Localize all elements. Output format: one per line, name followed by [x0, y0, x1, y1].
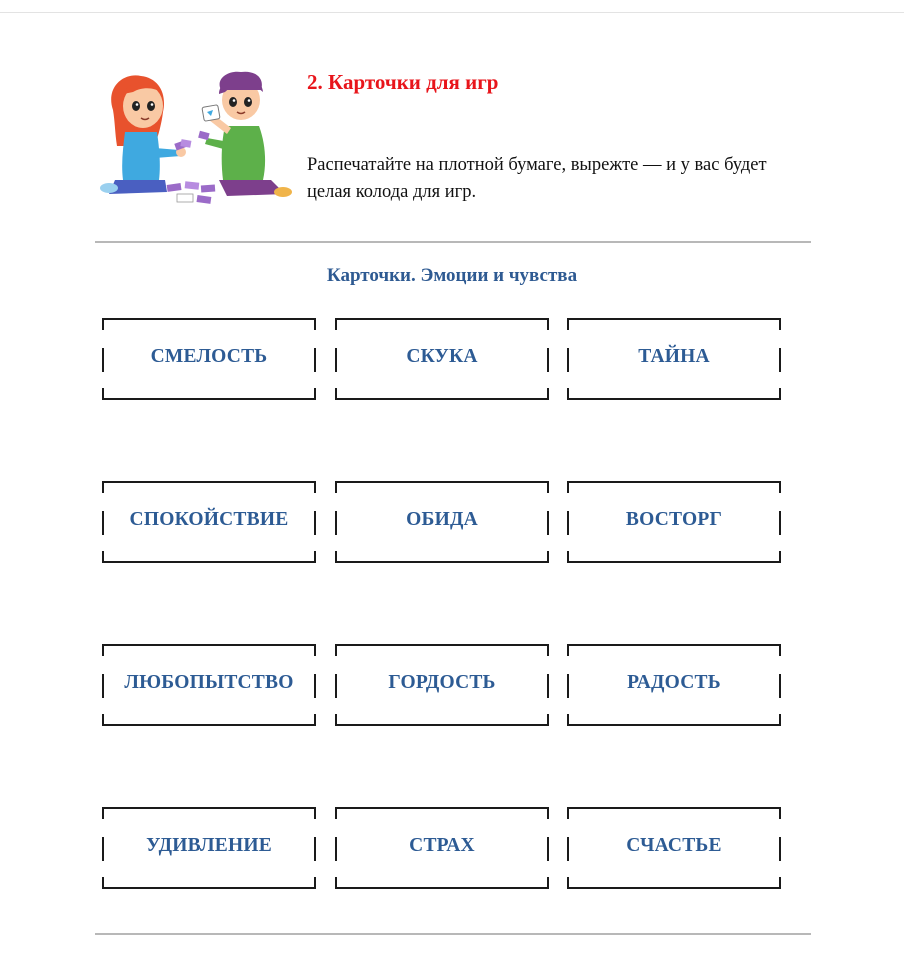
card-cut-line: [567, 398, 781, 400]
card-cut-line: [102, 551, 104, 563]
card-label: СПОКОЙСТВИЕ: [129, 509, 289, 530]
card-label: ЛЮБОПЫТСТВО: [124, 672, 294, 693]
card-label: УДИВЛЕНИЕ: [146, 835, 272, 856]
card-cut-line: [335, 807, 549, 809]
card-cut-line: [102, 318, 316, 320]
card-cut-line: [779, 807, 781, 819]
card-cut-line: [779, 714, 781, 726]
card-cut-line: [335, 348, 337, 372]
card-cut-line: [547, 481, 549, 493]
card-cut-line: [335, 318, 337, 330]
card-cut-line: [547, 348, 549, 372]
card: [102, 807, 316, 889]
card-cut-line: [567, 481, 569, 493]
card-cut-line: [335, 644, 337, 656]
card-cut-line: [779, 551, 781, 563]
divider-top: [95, 241, 811, 243]
card-label: ВОСТОРГ: [625, 509, 723, 530]
card: [567, 318, 781, 400]
card-cut-line: [314, 807, 316, 819]
card-label: РАДОСТЬ: [627, 672, 721, 693]
card-cut-line: [314, 714, 316, 726]
card-cut-line: [102, 837, 104, 861]
card-cut-line: [567, 511, 569, 535]
divider-bottom: [95, 933, 811, 935]
card-cut-line: [547, 807, 549, 819]
card-cut-line: [102, 644, 104, 656]
card-cut-line: [102, 561, 316, 563]
card-cut-line: [547, 837, 549, 861]
card-cut-line: [567, 481, 781, 483]
card-cut-line: [335, 398, 549, 400]
intro-text: Распечатайте на плотной бумаге, вырежте — и у вас будет целая колода для игр.: [307, 155, 767, 202]
card-label: СЧАСТЬЕ: [626, 835, 722, 856]
card-label: ГОРДОСТЬ: [388, 672, 496, 693]
card-cut-line: [567, 887, 781, 889]
card: [102, 481, 316, 563]
card: [567, 644, 781, 726]
card-cut-line: [567, 318, 569, 330]
card-cut-line: [335, 481, 549, 483]
card-cut-line: [567, 644, 781, 646]
top-divider: [0, 12, 904, 13]
card-cut-line: [547, 511, 549, 535]
card-cut-line: [779, 511, 781, 535]
card-cut-line: [779, 837, 781, 861]
card-cut-line: [102, 807, 104, 819]
card-cut-line: [779, 388, 781, 400]
card-cut-line: [547, 551, 549, 563]
card-cut-line: [567, 877, 569, 889]
card-cut-line: [335, 551, 337, 563]
card-cut-line: [314, 511, 316, 535]
card-cut-line: [102, 511, 104, 535]
card-cut-line: [314, 674, 316, 698]
card-label: ОБИДА: [406, 509, 478, 530]
card-cut-line: [567, 388, 569, 400]
card-cut-line: [335, 674, 337, 698]
card-cut-line: [335, 807, 337, 819]
card-cut-line: [102, 714, 104, 726]
cards-title: Карточки. Эмоции и чувства: [326, 265, 578, 286]
card-cut-line: [314, 348, 316, 372]
card-cut-line: [335, 724, 549, 726]
card-cut-line: [102, 398, 316, 400]
card: [567, 481, 781, 563]
card: [102, 644, 316, 726]
card-cut-line: [779, 877, 781, 889]
card-cut-line: [567, 348, 569, 372]
card-cut-line: [567, 561, 781, 563]
card: [335, 318, 549, 400]
card-label: СКУКА: [406, 346, 478, 367]
card-cut-line: [314, 481, 316, 493]
card-cut-line: [102, 481, 316, 483]
card-cut-line: [547, 644, 549, 656]
card-cut-line: [102, 674, 104, 698]
card-cut-line: [335, 887, 549, 889]
card: [335, 481, 549, 563]
card-cut-line: [102, 877, 104, 889]
card-cut-line: [335, 877, 337, 889]
card-cut-line: [335, 388, 337, 400]
card-cut-line: [335, 714, 337, 726]
card-cut-line: [102, 481, 104, 493]
card-label: СТРАХ: [409, 835, 475, 856]
card-cut-line: [314, 551, 316, 563]
card-cut-line: [314, 388, 316, 400]
card-cut-line: [102, 887, 316, 889]
card-cut-line: [547, 318, 549, 330]
section-title: 2. Карточки для игр: [307, 70, 499, 94]
card-cut-line: [567, 724, 781, 726]
card-cut-line: [567, 714, 569, 726]
card-cut-line: [779, 674, 781, 698]
card-cut-line: [314, 877, 316, 889]
card-cut-line: [102, 318, 104, 330]
card-cut-line: [567, 837, 569, 861]
card-cut-line: [547, 388, 549, 400]
card-cut-line: [547, 877, 549, 889]
card-cut-line: [102, 388, 104, 400]
card-cut-line: [335, 511, 337, 535]
card: [102, 318, 316, 400]
card-cut-line: [779, 348, 781, 372]
card-cut-line: [547, 714, 549, 726]
card-cut-line: [567, 318, 781, 320]
card-cut-line: [335, 561, 549, 563]
card-cut-line: [102, 348, 104, 372]
card-cut-line: [314, 837, 316, 861]
card-label: ТАЙНА: [638, 346, 710, 367]
card-cut-line: [567, 807, 569, 819]
card-cut-line: [567, 807, 781, 809]
card-cut-line: [779, 481, 781, 493]
card-cut-line: [335, 644, 549, 646]
card-cut-line: [567, 674, 569, 698]
card-cut-line: [314, 644, 316, 656]
card-cut-line: [547, 674, 549, 698]
card: [567, 807, 781, 889]
card: [335, 807, 549, 889]
card-cut-line: [314, 318, 316, 330]
card-label: СМЕЛОСТЬ: [150, 346, 268, 367]
card-cut-line: [102, 724, 316, 726]
card: [335, 644, 549, 726]
card-cut-line: [102, 644, 316, 646]
card-cut-line: [335, 481, 337, 493]
kids-playing-cards-illustration: [95, 68, 295, 208]
card-cut-line: [567, 551, 569, 563]
card-cut-line: [335, 837, 337, 861]
card-cut-line: [779, 644, 781, 656]
card-cut-line: [567, 644, 569, 656]
card-cut-line: [779, 318, 781, 330]
card-cut-line: [102, 807, 316, 809]
card-cut-line: [335, 318, 549, 320]
